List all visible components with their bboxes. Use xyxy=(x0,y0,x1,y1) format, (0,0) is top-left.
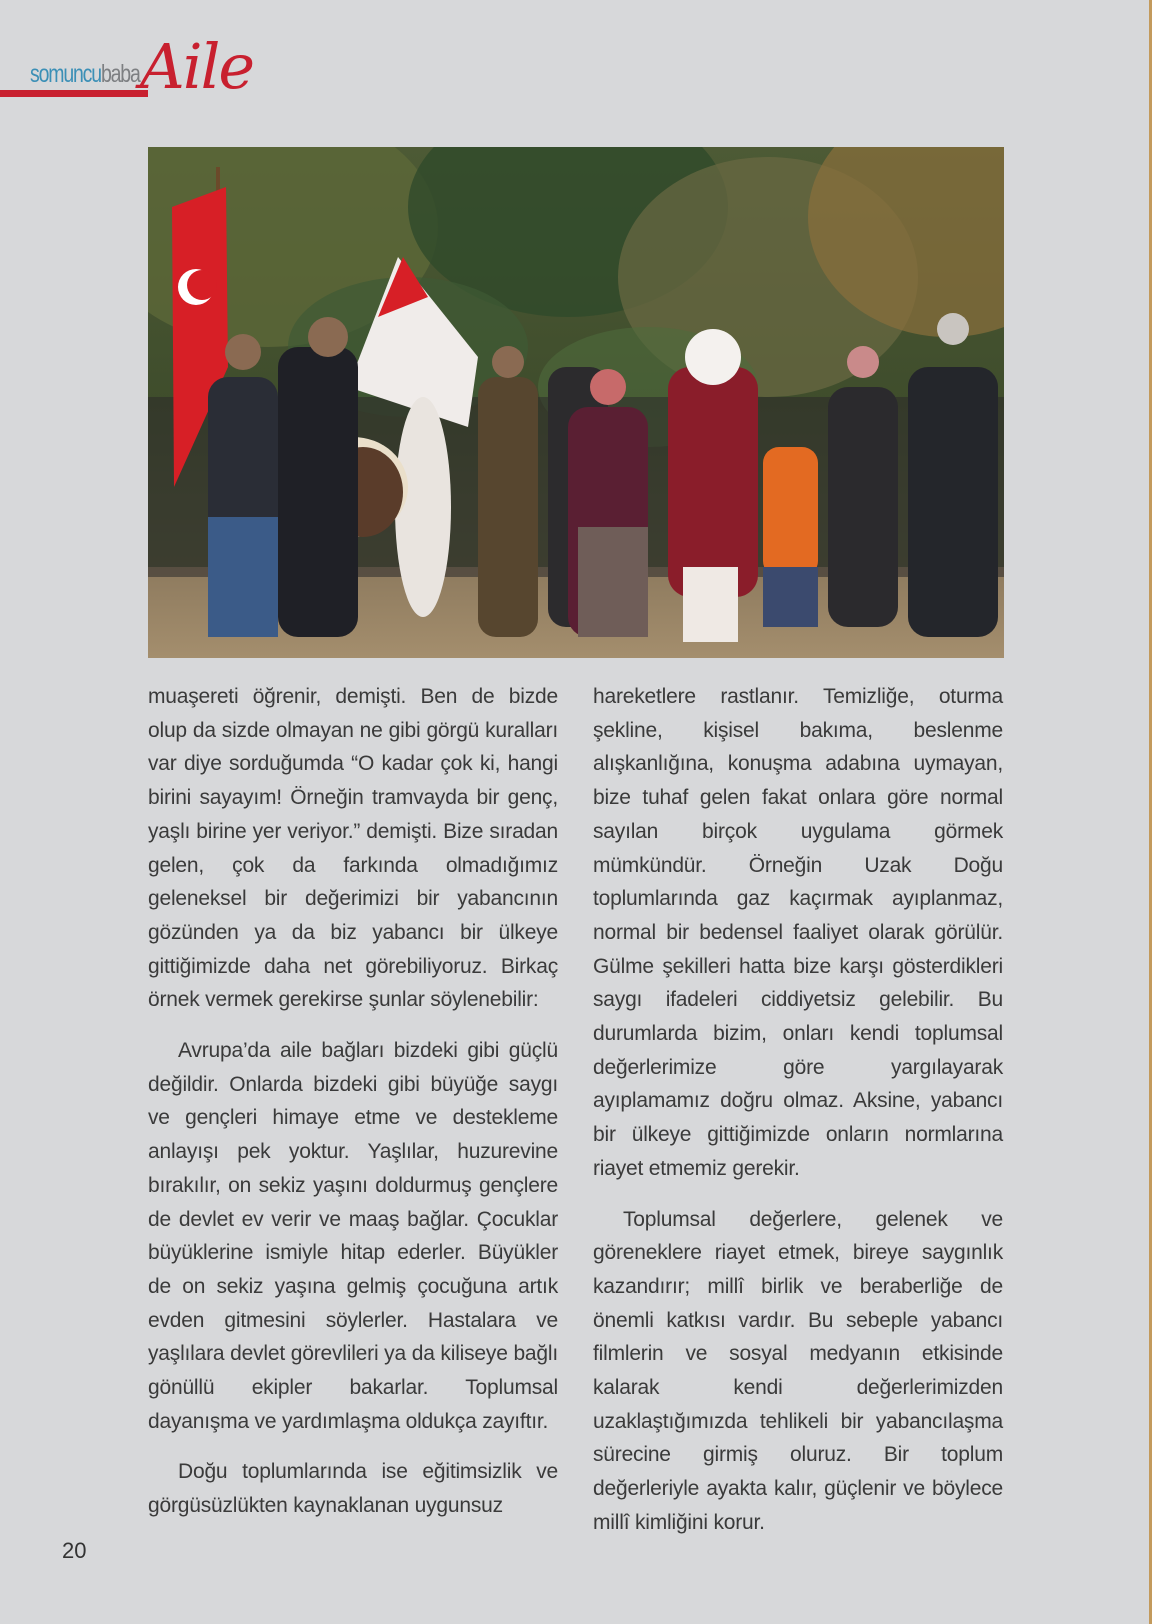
paragraph: muaşereti öğrenir, demişti. Ben de bizde olup da sizde olmayan ne gibi görgü kuralları var diye sorduğumda “O kadar çok ki, hangi birini sayayım! Örneğin tramvayda bir genç, yaşlı birine yer veriyor.” demişti. Bize sıradan gelen, çok da farkında olmadığımız geleneksel bir değerimizi bir yabancının gözünden ya da biz yabancı bir ülkeye gittiğimizde daha net görebiliyoruz. Birkaç örnek vermek gerekirse şunlar söylenebilir: xyxy=(148,685,558,1012)
masthead xyxy=(0,30,260,116)
text-column-right xyxy=(593,680,1003,1557)
wedding-procession-photo xyxy=(148,147,1004,658)
brand-part-2: baba xyxy=(100,60,140,88)
text-column-left xyxy=(148,680,558,1540)
paragraph: Toplumsal değerlere, gelenek ve göreneklere riayet etmek, bireye saygınlık kazandırır; millî birlik ve beraberliğe de önemli katkısı vardır. Bu sebeple yabancı filmlerin ve sosyal medyanın etkisinde kalarak kendi değerlerimizden uzaklaştığımızda tehlikeli bir yabancılaşma sürecine girmiş oluruz. Bir toplum değerleriyle ayakta kalır, güçlenir ve böylece millî kimliğini korur. xyxy=(593,1207,1003,1534)
masthead-rule xyxy=(0,90,148,97)
paragraph: hareketlere rastlanır. Temizliğe, oturma şekline, kişisel bakıma, beslenme alışkanlığına, konuşma adabına uymayan, bize tuhaf gelen fakat onlara göre normal sayılan birçok uygulama görmek mümkündür. Örneğin Uzak Doğu toplumlarında gaz kaçırmak ayıplanmaz, normal bir bedensel faaliyet olarak görülür. Gülme şekilleri hatta bize karşı gösterdikleri saygı ifadeleri ciddiyetsiz gelebilir. Bu durumlarda bizim, onları kendi toplumsal değerlerimize göre yargılayarak ayıplamamız doğru olmaz. Aksine, yabancı bir ülkeye gittiğimizde onların normlarına riayet etmemiz gerekir. xyxy=(593,685,1003,1180)
page-number: 20 xyxy=(62,1538,87,1563)
section-title: Aile xyxy=(140,30,254,103)
paragraph: Avrupa’da aile bağları bizdeki gibi güçlü değildir. Onlarda bizdeki gibi büyüğe saygı ve gençleri himaye etme ve destekleme anlayışı pek yoktur. Yaşlılar, huzurevine bırakılır, on sekiz yaşını doldurmuş gençlere de devlet ev verir ve maaş bağlar. Çocuklar büyüklerine ismiyle hitap ederler. Büyükler de on sekiz yaşına gelmiş çocuğuna artık evden gitmesini söylerler. Hastalara ve yaşlılara devlet görevlileri ya da kiliseye bağlı gönüllü ekipler bakarlar. Toplumsal dayanışma ve yardımlaşma oldukça zayıftır. xyxy=(148,1039,558,1433)
brand-part-1: somuncu xyxy=(30,60,101,88)
paragraph: Doğu toplumlarında ise eğitimsizlik ve görgüsüzlükten kaynaklanan uygunsuz xyxy=(148,1460,558,1518)
brand-logo xyxy=(30,60,140,89)
